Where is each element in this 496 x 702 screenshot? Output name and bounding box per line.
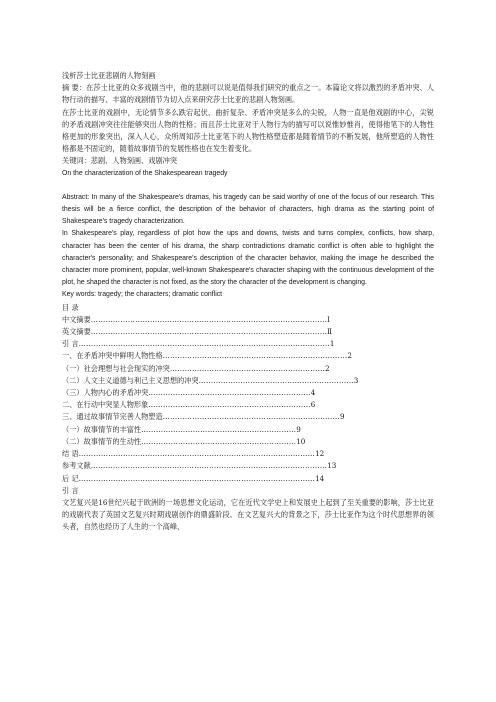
toc-entry[interactable] bbox=[62, 411, 434, 423]
toc-page-number: 2 bbox=[347, 351, 352, 361]
toc-leader: ………………………………………………………………… bbox=[162, 351, 348, 361]
toc-leader: ………………………………………………………… bbox=[148, 388, 311, 398]
toc-leader: ……………………………………………………… bbox=[198, 375, 354, 385]
abstract-cn-body: 在莎士比亚的戏剧中，无论情节多么跌宕起伏、曲折复杂、矛盾冲突是多么的尖锐，人物一直是他戏剧的中心，尖锐的矛盾戏剧冲突往往能够突出人物的性格；而且莎士比亚对于人物行为的描写可以说惟妙惟肖，使得他笔下的人物性格更加的形象突出，深入人心，众所周知莎士比亚笔下的人物性格塑造都是随着情节的不断发展，他所塑造的人物性格都是不固定的，随着故事情节的发展性格也在发生着变化。 bbox=[62, 107, 434, 154]
toc-entry-label: （一）社会理想与社会现实的冲突 bbox=[62, 363, 170, 373]
intro-paragraph: 文艺复兴是16世纪兴起于欧洲的一场思想文化运动，它在近代文学史上和发展史上起到了至关重要的影响，莎士比亚的戏剧代表了英国文艺复兴时期戏剧创作的鼎盛阶段。在文艺复兴大的背景之下，莎士比亚作为这个时代思想界的领头者，自然也经历了人生的一个高峰， bbox=[62, 497, 434, 532]
document-title: 浅析莎士比亚悲剧的人物刻画 bbox=[62, 71, 156, 80]
toc-page-number: 2 bbox=[324, 363, 330, 373]
toc-entry-label: 二、在行动中突显人物形象 bbox=[62, 400, 149, 410]
toc-page-number: 13 bbox=[327, 461, 337, 471]
toc-leader: ……………………………………………………………… bbox=[162, 412, 340, 422]
toc-page-number: 3 bbox=[353, 375, 359, 385]
english-title: On the characterization of the Shakespearean tragedy bbox=[62, 169, 228, 177]
toc-page-number: 12 bbox=[315, 449, 325, 459]
toc-entry[interactable] bbox=[62, 375, 434, 387]
toc-page-number: 9 bbox=[339, 412, 345, 422]
toc-leader: …………………………………………………………………………………… bbox=[90, 461, 328, 471]
toc-entry[interactable] bbox=[62, 448, 434, 460]
toc-leader: …………………………………………………………………………………… bbox=[90, 327, 328, 337]
toc-entry-label: （一）故事情节的丰富性 bbox=[62, 424, 142, 434]
spacer bbox=[62, 180, 434, 192]
toc-page-number: 10 bbox=[296, 436, 306, 446]
toc-entry[interactable] bbox=[62, 326, 434, 338]
keywords-cn: 关键词：悲剧、人物刻画、戏剧冲突 bbox=[62, 156, 178, 166]
toc-page-number: 9 bbox=[296, 424, 301, 434]
toc-entry-label: 结 语 bbox=[62, 449, 79, 459]
toc-entry[interactable] bbox=[62, 314, 434, 326]
abstract-en-body: In Shakespeare's play, regardless of plot how the ups and downs, twists and turns complex, conflicts, how sharp, character has been the center of his drama, the sharp contradictions dramatic conflict is often able to highlight the character's personality; and Shakespeare's description of the character behavior, making the image he described the character more prominent, popular, well-known Shakespeare's character shaping with the continuous development of the plot, he shaped the character is not fixed, as the story the character of the development is changing. bbox=[62, 230, 434, 287]
document-page bbox=[62, 70, 434, 534]
toc-entry-label: 中文摘要 bbox=[62, 314, 91, 324]
abstract-en: Abstract: In many of the Shakespeare's dramas, his tragedy can be said worthy of one of the focus of our research. This thesis will be a fierce conflict, the description of the behavior of characters, high drama as the starting point of Shakespeare's tragedy characterization. bbox=[62, 193, 434, 226]
intro-heading: 引 言 bbox=[62, 485, 79, 495]
keywords-en: Key words: tragedy; the characters; dramatic conflict bbox=[62, 291, 223, 299]
toc-leader: ………………………………………………………… bbox=[148, 400, 311, 410]
toc-entry-label: （二）人文主义道德与利己主义思想的冲突 bbox=[62, 375, 199, 385]
toc-entry-label: 参考文献 bbox=[62, 461, 91, 471]
toc-entry[interactable] bbox=[62, 399, 434, 411]
toc-entry-label: （三）人物内心的矛盾冲突 bbox=[62, 388, 149, 398]
toc-entry[interactable] bbox=[62, 363, 434, 375]
toc-leader: ………………………………………………………………………………………… bbox=[78, 339, 330, 349]
toc-page-number: 4 bbox=[310, 388, 316, 398]
toc-entry-label: 英文摘要 bbox=[62, 327, 91, 337]
toc-entry[interactable] bbox=[62, 460, 434, 472]
toc-page-number: 14 bbox=[315, 473, 325, 483]
toc-title: 目 录 bbox=[62, 302, 79, 312]
toc-entry[interactable] bbox=[62, 350, 434, 362]
toc-leader: …………………………………………………………………………………… bbox=[78, 473, 316, 483]
toc-entry[interactable] bbox=[62, 387, 434, 399]
toc-entry-label: 一、在矛盾冲突中鲜明人物性格 bbox=[62, 351, 163, 361]
toc-entry-label: 后 记 bbox=[62, 473, 79, 483]
toc-entry[interactable] bbox=[62, 473, 434, 485]
toc-entry-label: 三、通过故事情节完善人物塑造 bbox=[62, 412, 163, 422]
toc-leader: ……………………………………………………… bbox=[141, 436, 297, 446]
toc-leader: …………………………………………………………………………………… bbox=[90, 314, 328, 324]
toc-entry-label: 引 言 bbox=[62, 339, 79, 349]
toc-leader: ……………………………………………………… bbox=[141, 424, 297, 434]
toc-leader: …………………………………………………………………………………… bbox=[78, 449, 316, 459]
toc-entry[interactable] bbox=[62, 436, 434, 448]
toc-entry[interactable] bbox=[62, 338, 434, 350]
abstract-cn: 摘 要：在莎士比亚的众多戏剧当中，他的悲剧可以说是值得我们研究的重点之一。本篇论文将以激烈的矛盾冲突、人物行动的描写、丰富的戏剧情节为切入点来研究莎士比亚的悲剧人物刻画。 bbox=[62, 83, 434, 105]
toc-page-number: Ⅱ bbox=[327, 327, 333, 337]
toc-page-number: 1 bbox=[329, 339, 335, 349]
toc-entry[interactable] bbox=[62, 424, 434, 436]
toc-entry-label: （二）故事情节的生动性 bbox=[62, 436, 142, 446]
table-of-contents bbox=[62, 314, 434, 485]
toc-page-number: Ⅰ bbox=[327, 314, 331, 324]
toc-leader: ……………………………………………………… bbox=[169, 363, 325, 373]
toc-page-number: 6 bbox=[310, 400, 316, 410]
